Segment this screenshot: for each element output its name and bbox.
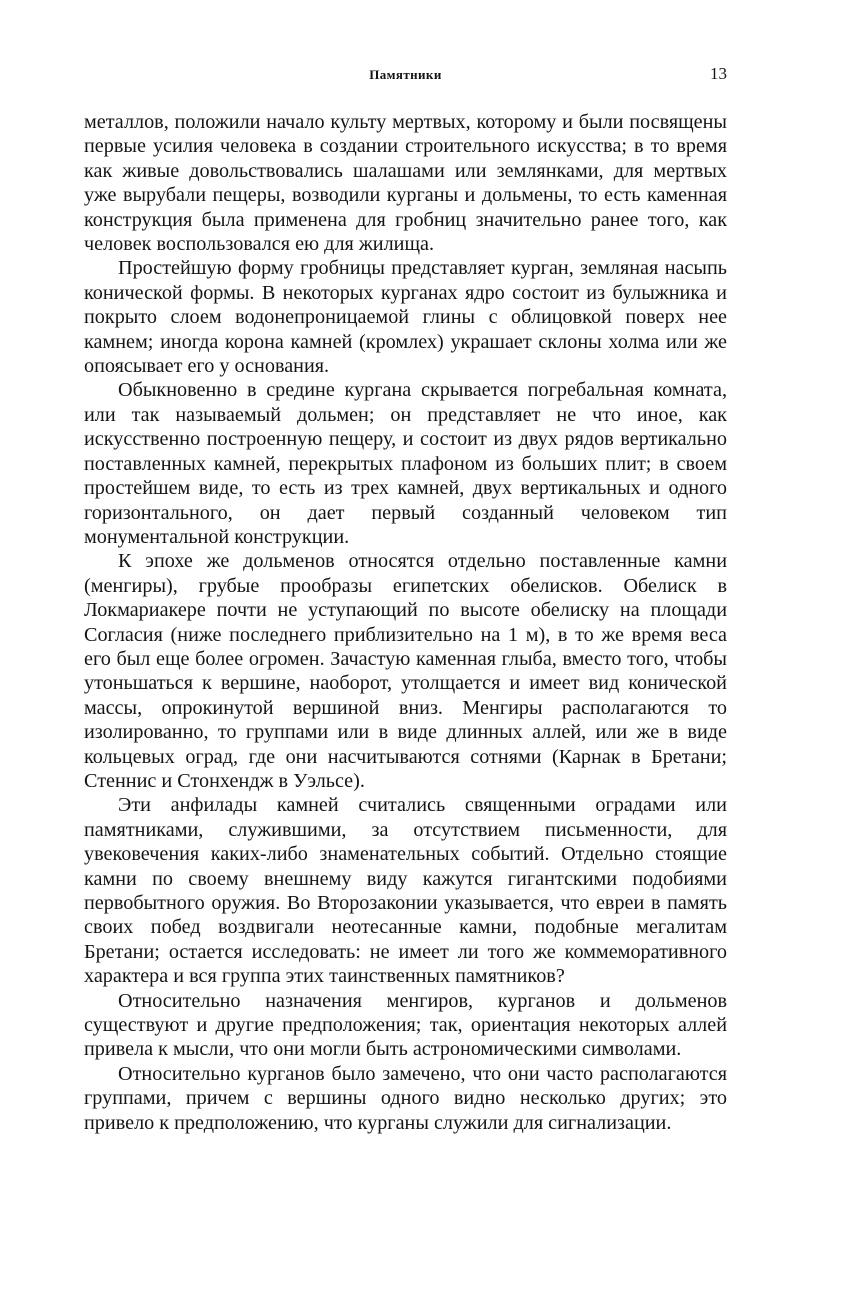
- running-head: [84, 64, 727, 86]
- body-text: [84, 110, 727, 1135]
- paragraph-1: металлов, положили начало культу мертвых, которому и были посвящены первые усилия человека в создании строительного искусства; в то время как живые довольствовались шалашами или землянками, для мертвых уже вырубали пещеры, возводили курганы и дольмены, то есть каменная конструкция была применена для гробниц значительно ранее того, как человек воспользовался ею для жилища.: [84, 111, 727, 256]
- page-number: 13: [710, 64, 727, 83]
- paragraph-4: К эпохе же дольменов относятся отдельно поставленные камни (менгиры), грубые прообразы египетских обелисков. Обелиск в Локмариакере почти не уступающий по высоте обелиску на площади Согласия (ниже последнего приблизительно на 1 м), в то же время веса его был еще более огромен. Зачастую каменная глыба, вместо того, чтобы утоньшаться к вершине, наоборот, утолщается и имеет вид конической массы, опрокинутой вершиной вниз. Менгиры располагаются то изолированно, то группами или в виде длинных аллей, или же в виде кольцевых оград, где они насчитываются сотнями (Карнак в Бретани; Стеннис и Стонхендж в Уэльсе).: [84, 550, 727, 792]
- paragraph-6: Относительно назначения менгиров, курганов и дольменов существуют и другие предположения; так, ориентация некоторых аллей привела к мысли, что они могли быть астрономическими символами.: [84, 989, 727, 1061]
- paragraph-7: Относительно курганов было замечено, что они часто располагаются группами, причем с вершины одного видно несколько других; это привело к предположению, что курганы служили для сигнализации.: [84, 1062, 727, 1134]
- running-title: Памятники: [369, 67, 442, 82]
- paragraph-2: Простейшую форму гробницы представляет курган, земляная насыпь конической формы. В некоторых курганах ядро состоит из булыжника и покрыто слоем водонепроницаемой глины с облицовкой поверх нее камнем; иногда корона камней (кромлех) украшает склоны холма или же опоясывает его у основания.: [84, 257, 727, 378]
- paragraph-5: Эти анфилады камней считались священными оградами или памятниками, служившими, за отсутствием письменности, для увековечения каких-либо знаменательных событий. Отдельно стоящие камни по своему внешнему виду кажутся гигантскими подобиями первобытного оружия. Во Второзаконии указывается, что евреи в память своих побед воздвигали неотесанные камни, подобные мегалитам Бретани; остается исследовать: не имеет ли того же коммеморативного характера и вся группа этих таинственных памятников?: [84, 794, 727, 988]
- paragraph-3: Обыкновенно в средине кургана скрывается погребальная комната, или так называемый дольмен; он представляет не что иное, как искусственно построенную пещеру, и состоит из двух рядов вертикально поставленных камней, перекрытых плафоном из больших плит; в своем простейшем виде, то есть из трех камней, двух вертикальных и одного горизонтального, он дает первый созданный человеком тип монументальной конструкции.: [84, 379, 727, 548]
